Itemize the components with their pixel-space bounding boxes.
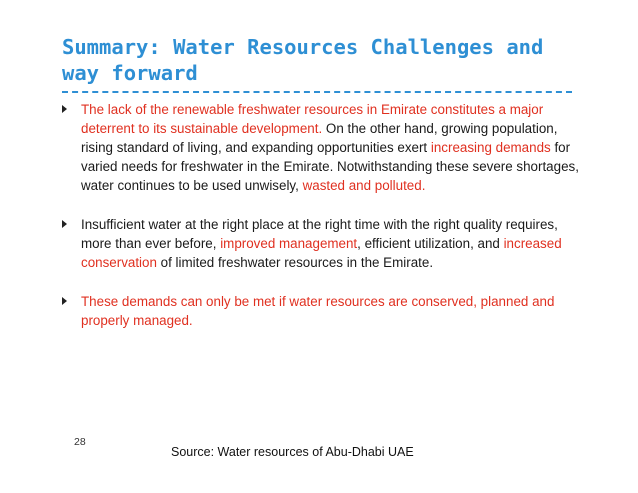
bullet-item xyxy=(62,215,582,272)
bullet-arrow-icon xyxy=(62,105,67,113)
bullet-text-segment: for varied needs for freshwater in the Emirate. Notwithstanding these severe shortages, water continues to be used unwisely, xyxy=(81,140,579,193)
slide-number: 28 xyxy=(74,436,86,448)
bullet-text-segment: of limited freshwater resources in the Emirate. xyxy=(156,255,434,270)
bullet-text-segment: These demands can only be met if water resources are conserved, planned and properly managed. xyxy=(81,294,555,328)
bullet-text-segment: , efficient utilization, and xyxy=(357,236,504,251)
source-citation: Source: Water resources of Abu-Dhabi UAE xyxy=(171,445,414,459)
bullet-text-segment: wasted and polluted. xyxy=(302,178,426,193)
bullet-item xyxy=(62,100,582,195)
bullet-text-segment: increasing demands xyxy=(430,140,551,155)
bullet-text-segment: On the other hand, growing population, rising standard of living, and expanding opportunities exert xyxy=(81,121,558,155)
bullet-text-segment: improved management xyxy=(220,236,358,251)
bullet-arrow-icon xyxy=(62,220,67,228)
bullet-text-segment: increased conservation xyxy=(81,236,562,270)
bullet-item xyxy=(62,292,582,330)
bullet-arrow-icon xyxy=(62,297,67,305)
bullet-list xyxy=(62,100,582,330)
slide-title: Summary: Water Resources Challenges and way forward xyxy=(62,35,544,85)
title-divider xyxy=(62,91,572,93)
bullet-text-segment: Insufficient water at the right place at the right time with the right quality requires, more than ever before, xyxy=(81,217,558,251)
bullet-text-segment: The lack of the renewable freshwater resources in Emirate constitutes a major deterrent to its sustainable development. xyxy=(81,102,544,136)
